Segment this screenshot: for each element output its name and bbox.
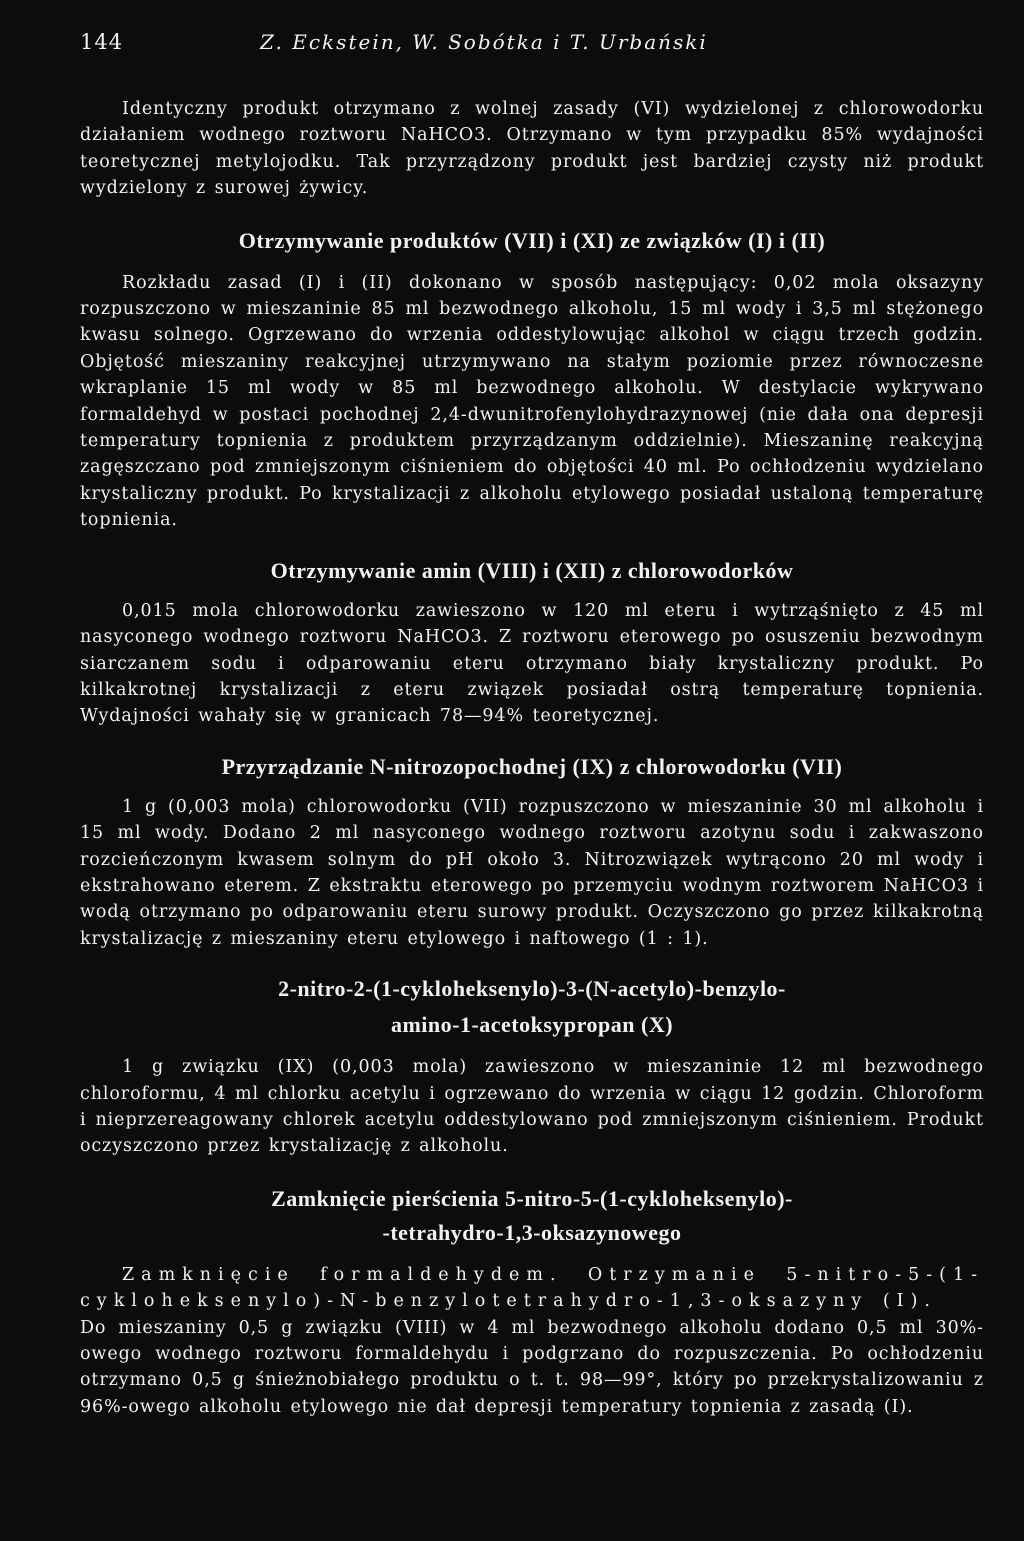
page-number: 144 xyxy=(80,30,124,54)
paragraph-nitroso: 1 g (0,003 mola) chlorowodorku (VII) rozpuszczono w mieszaninie 30 ml alkoholu i 15 ml wody. Dodano 2 ml nasyconego wodnego roztworu azotynu sodu i zakwaszono rozcieńczonym kwasem solnym do pH około 3. Nitrozwiązek wytrącono 20 ml wody i ekstrahowano eterem. Z ekstraktu eterowego po przemyciu wodnym roztworem NaHCO3 i wodą otrzymano po odparowaniu eteru surowy produkt. Oczyszczono go przez kilkakrotną krystalizację z mieszaniny eteru etylowego i naftowego (1 : 1). xyxy=(80,796,984,949)
paragraph-ring-closure-title: Zamknięcie formaldehydem. Otrzymanie 5-nitro-5-(1-cykloheksenylo)-N-benzylotetrahydro-1,3-oksazyny (I). xyxy=(80,1264,984,1312)
paragraph-decomposition: Rozkładu zasad (I) i (II) dokonano w sposób następujący: 0,02 mola oksazyny rozpuszczono w mieszaninie 85 ml bezwodnego alkoholu, 15 ml wody i 3,5 ml stężonego kwasu solnego. Ogrzewano do wrzenia oddestylowując alkohol w ciągu trzech godzin. Objętość mieszaniny reakcyjnej utrzymywano na stałym poziomie przez równoczesne wkraplanie 15 ml wody w 85 ml bezwodnego alkoholu. W destylacie wykrywano formaldehyd w postaci pochodnej 2,4-dwunitrofenylohydrazynowej (nie dała ona depresji temperatury topnienia z produktem przyrządzanym oddzielnie). Mieszaninę reakcyjną zagęszczano pod zmniejszonym ciśnieniem do objętości 40 ml. Po ochłodzeniu wydzielano krystaliczny produkt. Po krystalizacji z alkoholu etylowego posiadał ustaloną temperaturę topnienia. xyxy=(80,272,984,531)
heading-ring-closure-line2: -tetrahydro-1,3-oksazynowego xyxy=(382,1219,682,1245)
heading-compound-x-line1: 2-nitro-2-(1-cykloheksenylo)-3-(N-acetylo)-benzylo- xyxy=(278,976,786,1002)
article-body xyxy=(80,96,984,1420)
heading-compound-x-line2: amino-1-acetoksypropan (X) xyxy=(390,1012,674,1038)
paragraph-ring-closure: Do mieszaniny 0,5 g związku (VIII) w 4 ml bezwodnego alkoholu dodano 0,5 ml 30%-owego wodnego roztworu formaldehydu i podgrzano do rozpuszczenia. Po ochłodzeniu otrzymano 0,5 g śnieżnobiałego produktu o t. t. 98—99°, który po przekrystalizowaniu z 96%-owego alkoholu etylowego nie dał depresji temperatury topnienia z zasadą (I). xyxy=(80,1317,984,1417)
running-head xyxy=(80,30,984,66)
heading-products-vii-xi: Otrzymywanie produktów (VII) i (XI) ze związków (I) i (II) xyxy=(238,227,826,253)
heading-amines-viii-xii: Otrzymywanie amin (VIII) i (XII) z chlorowodorków xyxy=(270,557,794,583)
running-title: Z. Eckstein, W. Sobótka i T. Urbański xyxy=(260,30,708,54)
paragraph-intro: Identyczny produkt otrzymano z wolnej zasady (VI) wydzielonej z chlorowodorku działaniem wodnego roztworu NaHCO3. Otrzymano w tym przypadku 85% wydajności teoretycznej metylojodku. Tak przyrządzony produkt jest bardziej czysty niż produkt wydzielony z surowej żywicy. xyxy=(80,99,984,199)
heading-nitroso-ix: Przyrządzanie N-nitrozopochodnej (IX) z chlorowodorku (VII) xyxy=(221,753,843,779)
heading-ring-closure-line1: Zamknięcie pierścienia 5-nitro-5-(1-cykloheksenylo)- xyxy=(271,1185,793,1211)
paragraph-compound-x: 1 g związku (IX) (0,003 mola) zawieszono w mieszaninie 12 ml bezwodnego chloroformu, 4 ml chlorku acetylu i ogrzewano do wrzenia w ciągu 12 godzin. Chloroform i nieprzereagowany chlorek acetylu oddestylowano pod zmniejszonym ciśnieniem. Produkt oczyszczono przez krystalizację z alkoholu. xyxy=(80,1057,984,1157)
paragraph-amines: 0,015 mola chlorowodorku zawieszono w 120 ml eteru i wytrząśnięto z 45 ml nasyconego wodnego roztworu NaHCO3. Z roztworu eterowego po osuszeniu bezwodnym siarczanem sodu i odparowaniu eteru otrzymano biały krystaliczny produkt. Po kilkakrotnej krystalizacji z eteru związek posiadał ostrą temperaturę topnienia. Wydajności wahały się w granicach 78—94% teoretycznej. xyxy=(80,600,984,727)
